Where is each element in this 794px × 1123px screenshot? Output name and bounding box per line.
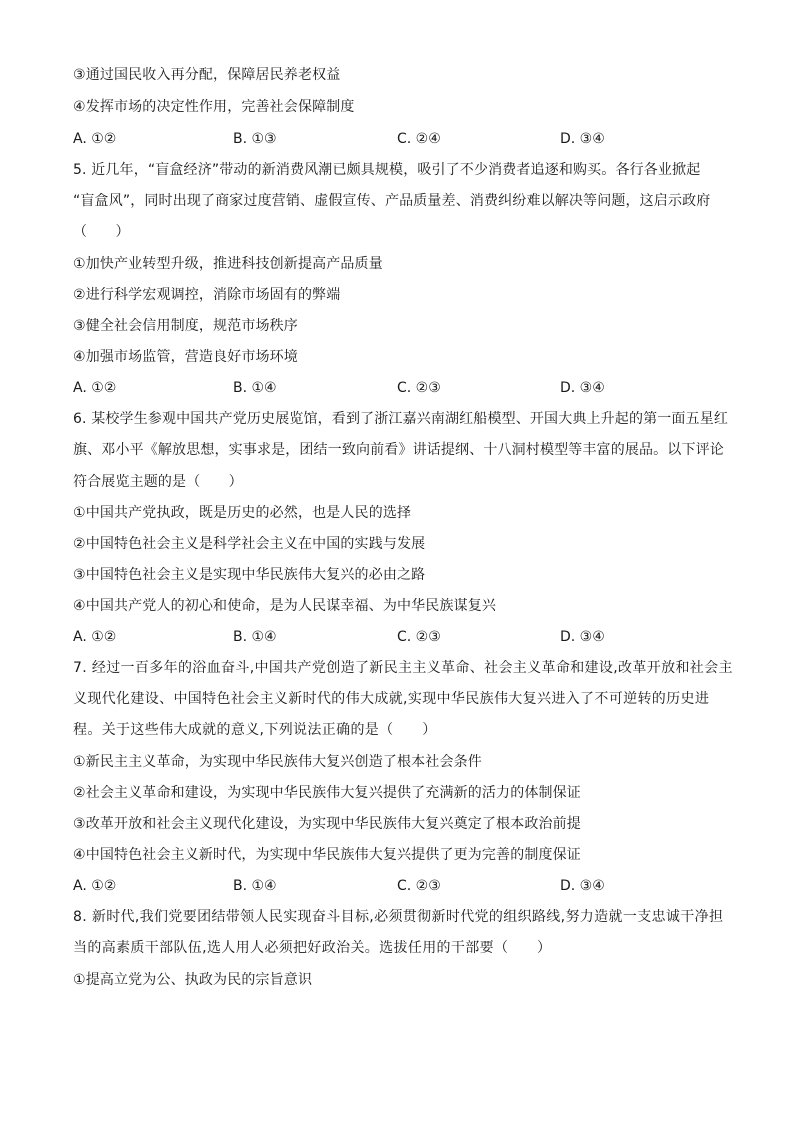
q6-option-2: ②中国特色社会主义是科学社会主义在中国的实践与发展 (73, 536, 426, 552)
q6-stem-line-2: 旗、邓小平《解放思想，实事求是，团结一致向前看》讲话提纲、十八洞村模型等丰富的展品。以下评论 (73, 442, 724, 458)
q7-choice-d: D. ③④ (560, 878, 605, 894)
q4-answer-choices (73, 129, 733, 149)
q5-option-3: ③健全社会信用制度，规范市场秩序 (73, 318, 298, 334)
q7-stem-line-2: 义现代化建设、中国特色社会主义新时代的伟大成就,实现中华民族伟大复兴进入了不可逆转的历史进 (73, 691, 710, 707)
q7-option-3: ③改革开放和社会主义现代化建设，为实现中华民族伟大复兴奠定了根本政治前提 (73, 816, 581, 832)
q5-choice-a: A. ①② (73, 380, 117, 396)
q6-choice-d: D. ③④ (560, 629, 605, 645)
q7-choice-c: C. ②③ (397, 878, 441, 894)
q5-option-2: ②进行科学宏观调控，消除市场固有的弊端 (73, 287, 341, 303)
q6-stem-line-3: 符合展览主题的是（ ） (73, 474, 243, 490)
q4-choice-b: B. ①③ (233, 131, 277, 147)
q6-choice-c: C. ②③ (397, 629, 441, 645)
q8-stem-line-1: 8. 新时代,我们党要团结带领人民实现奋斗目标,必须贯彻新时代党的组织路线,努力造就一支忠诚干净担 (73, 909, 724, 925)
q7-option-1: ①新民主主义革命，为实现中华民族伟大复兴创造了根本社会条件 (73, 754, 482, 770)
q4-choice-a: A. ①② (73, 131, 117, 147)
q5-choice-c: C. ②③ (397, 380, 441, 396)
q6-answer-choices (73, 627, 733, 647)
q7-choice-b: B. ①④ (233, 878, 277, 894)
q4-choice-d: D. ③④ (560, 131, 605, 147)
q7-answer-choices (73, 876, 733, 896)
q7-stem-line-1: 7. 经过一百多年的浴血奋斗,中国共产党创造了新民主主义革命、社会主义革命和建设,改革开放和社会主 (73, 660, 733, 676)
q8-option-1: ①提高立党为公、执政为民的宗旨意识 (73, 972, 313, 988)
q6-stem-line-1: 6. 某校学生参观中国共产党历史展览馆，看到了浙江嘉兴南湖红船模型、开国大典上升起的第一面五星红 (73, 411, 729, 427)
q5-option-4: ④加强市场监管，营造良好市场环境 (73, 349, 298, 365)
q5-choice-d: D. ③④ (560, 380, 605, 396)
q8-stem-line-2: 当的高素质干部队伍,选人用人必须把好政治关。选拔任用的干部要（ ） (73, 940, 552, 956)
q6-option-3: ③中国特色社会主义是实现中华民族伟大复兴的必由之路 (73, 567, 426, 583)
q4-option-3: ③通过国民收入再分配，保障居民养老权益 (73, 67, 341, 83)
q5-answer-choices (73, 378, 733, 398)
q6-choice-a: A. ①② (73, 629, 117, 645)
q4-choice-c: C. ②④ (397, 131, 441, 147)
q7-stem-line-3: 程。关于这些伟大成就的意义,下列说法正确的是（ ） (73, 722, 437, 738)
q5-option-1: ①加快产业转型升级，推进科技创新提高产品质量 (73, 256, 383, 272)
q6-option-4: ④中国共产党人的初心和使命，是为人民谋幸福、为中华民族谋复兴 (73, 598, 497, 614)
q6-choice-b: B. ①④ (233, 629, 277, 645)
q5-stem-line-1: 5. 近几年，“盲盒经济”带动的新消费风潮已颇具规模，吸引了不少消费者追逐和购买。各行各业掀起 (73, 162, 701, 178)
q5-stem-line-3: （ ） (73, 224, 130, 240)
q7-choice-a: A. ①② (73, 878, 117, 894)
q6-option-1: ①中国共产党执政，既是历史的必然，也是人民的选择 (73, 505, 412, 521)
q7-option-4: ④中国特色社会主义新时代，为实现中华民族伟大复兴提供了更为完善的制度保证 (73, 847, 581, 863)
q4-option-4: ④发挥市场的决定性作用，完善社会保障制度 (73, 99, 355, 115)
q5-stem-line-2: “盲盒风”，同时出现了商家过度营销、虚假宣传、产品质量差、消费纠纷难以解决等问题，这启示政府 (73, 193, 711, 209)
q5-choice-b: B. ①④ (233, 380, 277, 396)
q7-option-2: ②社会主义革命和建设，为实现中华民族伟大复兴提供了充满新的活力的体制保证 (73, 785, 581, 801)
